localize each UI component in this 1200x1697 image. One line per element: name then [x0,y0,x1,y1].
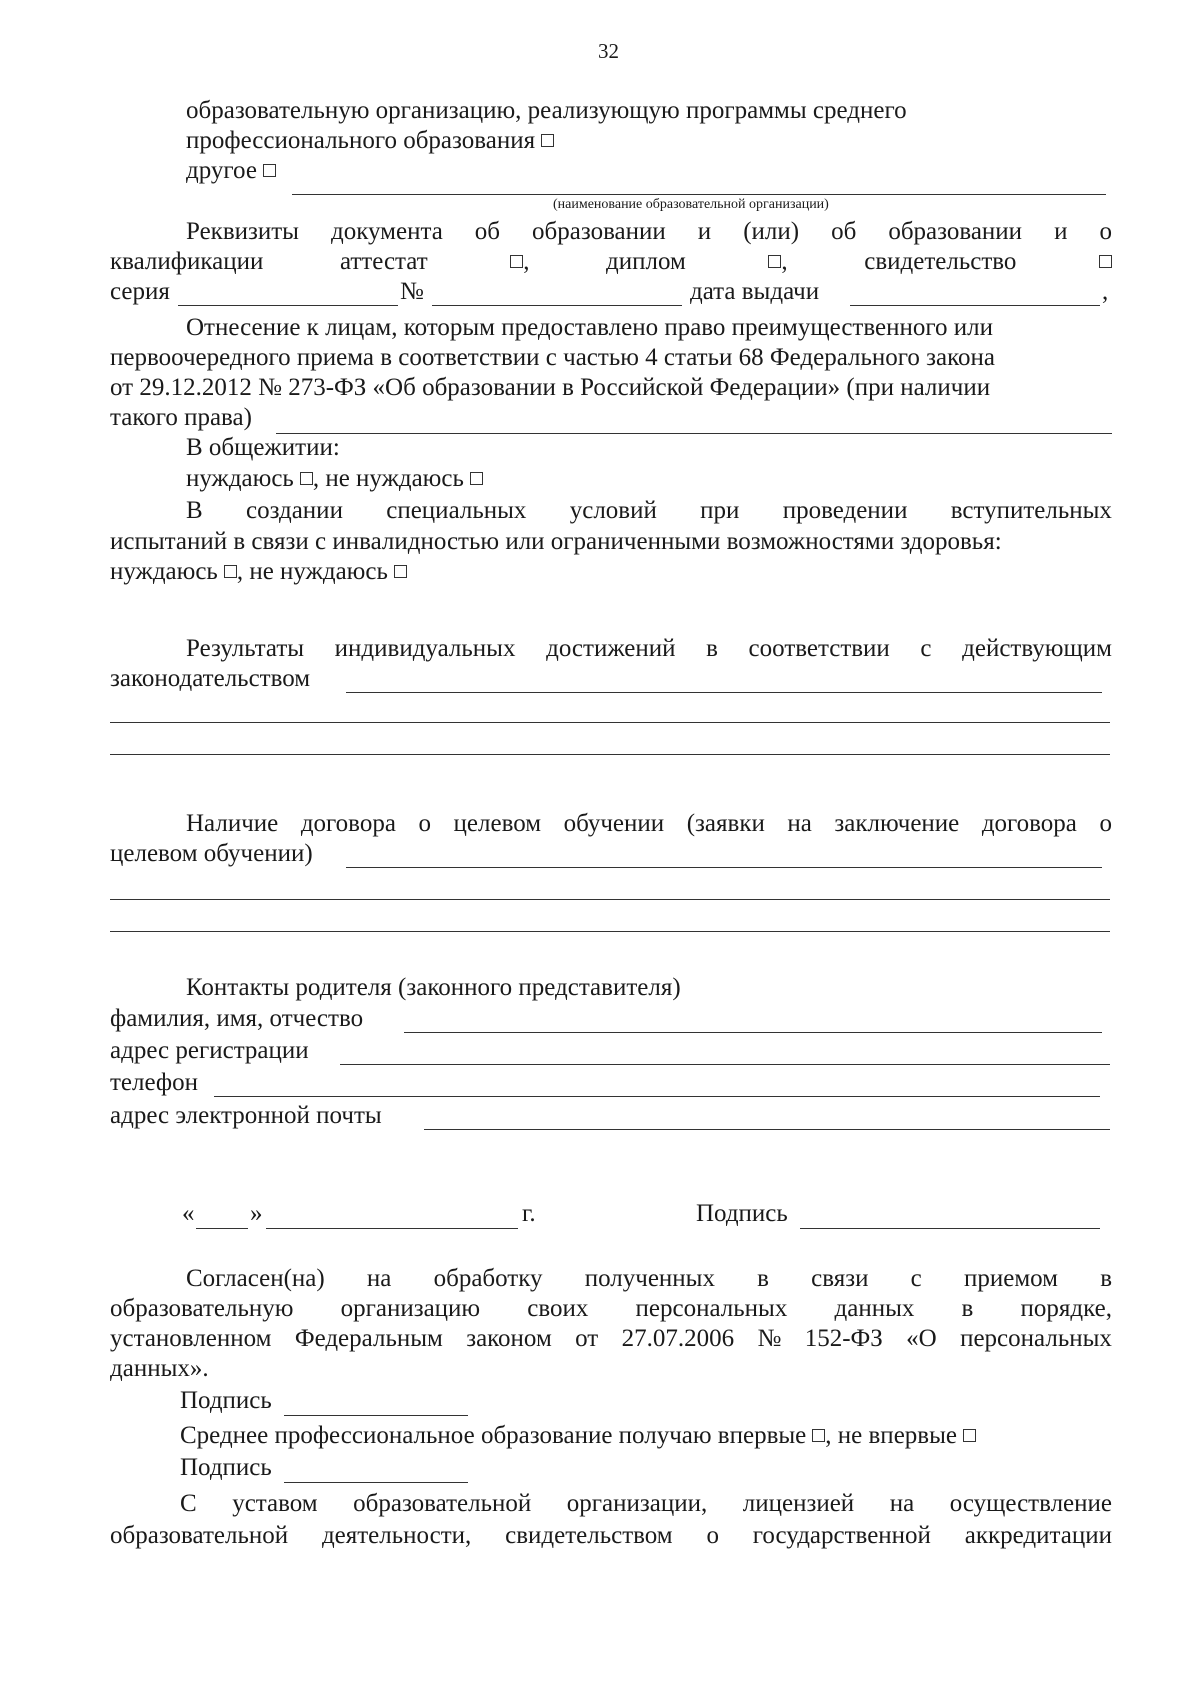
word: персональных [635,1295,788,1322]
word: специальных [386,497,527,524]
diploma-label: диплом [606,248,686,275]
achievements-line-2: законодательством [110,665,311,692]
word: образовании [888,218,1023,245]
word: своих [527,1295,589,1322]
word: вступительных [950,497,1112,524]
word: в [757,1265,769,1292]
consent-line-4: данных». [110,1355,209,1382]
attestat-checkbox-wrap: , [504,247,529,277]
other-label-line [186,156,276,186]
priority-line-2: первоочередного приема в соответствии с частью 4 статьи 68 Федерального закона [110,344,995,371]
word: создании [245,497,343,524]
word: обработку [433,1265,543,1292]
first-time-checkbox[interactable] [812,1429,825,1442]
word: (заявки [686,810,765,837]
word: аккредитации [964,1522,1112,1549]
word: с [910,1265,922,1292]
parent-email-field[interactable] [424,1129,1110,1130]
word: в [1100,1265,1112,1292]
word: деятельности, [321,1522,472,1549]
dormitory-title: В общежитии: [186,434,340,461]
word: образовательную [110,1295,294,1322]
not-first-time-label: не впервые [837,1422,957,1449]
parent-email-label: адрес электронной почты [110,1102,382,1129]
word: «О [906,1325,937,1352]
word: на [366,1265,392,1292]
series-label: серия [110,278,170,305]
certificate-checkbox[interactable] [1099,255,1112,268]
word: с [920,635,932,662]
signature-label: Подпись [696,1200,788,1227]
special-conditions-options: нуждаюсь , не нуждаюсь [110,557,407,587]
word: свидетельством [505,1522,673,1549]
not-first-time-checkbox[interactable] [963,1429,976,1442]
word: об [831,218,857,245]
doc-requisites-line-1 [186,217,1112,247]
special-no-need-checkbox[interactable] [394,565,407,578]
org-name-caption: (наименование образовательной организации) [553,197,829,212]
date-close-quote: » [250,1200,263,1227]
other-checkbox[interactable] [263,164,276,177]
date-month-year-field[interactable] [266,1228,518,1229]
word: и [1054,218,1068,245]
target-training-field-3[interactable] [110,931,1110,932]
charter-line-1 [180,1489,1112,1519]
word: установленном [110,1325,272,1352]
diploma-option [606,247,686,277]
series-field[interactable] [178,305,398,306]
word: 152-ФЗ [804,1325,883,1352]
diploma-checkbox[interactable] [768,255,781,268]
special-need-checkbox[interactable] [224,565,237,578]
first-time-signature-field[interactable] [284,1482,468,1483]
word: Реквизиты [186,218,299,245]
word: организации, [566,1490,708,1517]
word: Наличие [186,810,279,837]
certificate-option [864,247,1016,277]
edu-org-spo-label: профессионального образования [186,127,536,154]
priority-line-4: такого права) [110,404,252,431]
doc-type-line [110,247,1112,277]
signature-field[interactable] [800,1228,1100,1229]
word: индивидуальных [334,635,516,662]
date-open-quote: « [182,1200,195,1227]
word: законом [466,1325,552,1352]
priority-field[interactable] [276,433,1112,434]
word: соответствии [748,635,890,662]
special-conditions-line-2: испытаний в связи с инвалидностью или ограниченными возможностями здоровья: [110,528,1002,555]
certificate-checkbox-wrap [1093,247,1112,277]
number-field[interactable] [432,305,682,306]
word: о [1099,218,1112,245]
consent-signature-field[interactable] [284,1415,468,1416]
parent-full-name-label: фамилия, имя, отчество [110,1005,364,1032]
priority-line-3: от 29.12.2012 № 273-ФЗ «Об образовании в Российской Федерации» (при наличии [110,374,991,401]
edu-org-line-1: образовательную организацию, реализующую программы среднего [186,97,907,124]
word: достижений [546,635,676,662]
comma: , [1102,278,1109,305]
page-number: 32 [598,39,619,63]
word: в [706,635,718,662]
target-training-line-2: целевом обучении) [110,840,313,867]
diploma-checkbox-wrap: , [762,247,787,277]
dorm-need-checkbox[interactable] [300,472,313,485]
dorm-no-need-checkbox[interactable] [470,472,483,485]
special-no-need-label: не нуждаюсь [249,558,388,585]
word: Результаты [186,635,305,662]
dormitory-options: нуждаюсь , не нуждаюсь [186,464,483,494]
parent-address-label: адрес регистрации [110,1037,309,1064]
attestat-option [340,247,428,277]
word: образовании [532,218,666,245]
word: договора [300,810,396,837]
word: порядке, [1020,1295,1112,1322]
word: договора [981,810,1077,837]
parent-full-name-field[interactable] [404,1032,1102,1033]
target-training-line-1 [186,809,1112,839]
word: организацию [340,1295,481,1322]
word: о [1099,810,1112,837]
certificate-label: свидетельство [864,248,1017,275]
consent-line-2 [110,1294,1112,1324]
word: проведении [782,497,908,524]
parent-contacts-title: Контакты родителя (законного представителя) [186,974,681,1001]
word: Федеральным [294,1325,443,1352]
other-org-name-field[interactable] [292,194,1106,195]
word: в [961,1295,974,1322]
issue-date-field[interactable] [850,305,1100,306]
parent-address-field[interactable] [340,1064,1110,1065]
word: данных [834,1295,915,1322]
word: (или) [743,218,800,245]
special-conditions-line-1 [186,496,1112,526]
parent-phone-field[interactable] [214,1096,1100,1097]
word: заключение [834,810,960,837]
consent-line-1 [186,1264,1112,1294]
first-time-line: Среднее профессиональное образование получаю впервые , не впервые [180,1421,976,1451]
attestat-checkbox[interactable] [510,255,523,268]
dorm-no-need-label: не нуждаюсь [325,465,464,492]
number-label: № [400,278,424,305]
word: связи [811,1265,869,1292]
word: на [787,810,812,837]
consent-signature-label: Подпись [180,1387,272,1414]
consent-line-3 [110,1324,1112,1354]
issue-date-label: дата выдачи [690,278,820,305]
special-need-label: нуждаюсь [110,558,218,585]
other-label: другое [186,157,257,184]
dorm-need-label: нуждаюсь [186,465,294,492]
word: С [180,1490,197,1517]
word: уставом [232,1490,318,1517]
qualification-word: квалификации [110,248,264,275]
edu-org-line-2 [186,126,554,156]
word: № [757,1325,782,1352]
achievements-field-3[interactable] [110,754,1110,755]
word: В [186,497,203,524]
word: образовательной [353,1490,532,1517]
word: 27.07.2006 [621,1325,735,1352]
target-training-field-2[interactable] [110,899,1110,900]
target-training-field-1[interactable] [346,867,1102,868]
charter-line-2 [110,1521,1112,1551]
word: об [474,218,501,245]
achievements-field-2[interactable] [110,722,1110,723]
word: действующим [962,635,1112,662]
word: условий [569,497,657,524]
date-day-field[interactable] [196,1228,248,1229]
achievements-field-1[interactable] [346,692,1102,693]
word: образовательной [110,1522,289,1549]
word: Согласен(на) [186,1265,325,1292]
word: осуществление [949,1490,1112,1517]
word: документа [330,218,443,245]
word: приемом [963,1265,1058,1292]
word: и [697,218,712,245]
word: о [706,1522,719,1549]
word: лицензией [742,1490,855,1517]
priority-line-1: Отнесение к лицам, которым предоставлено право преимущественного или [186,314,993,341]
word: персональных [960,1325,1112,1352]
year-suffix: г. [522,1200,536,1227]
word: целевом [453,810,542,837]
first-time-signature-label: Подпись [180,1454,272,1481]
word: государственной [752,1522,931,1549]
word: при [700,497,740,524]
attestat-label: аттестат [339,248,428,275]
word: обучении [563,810,665,837]
achievements-line-1 [186,634,1112,664]
spo-checkbox[interactable] [541,134,554,147]
word: о [418,810,431,837]
word: от [575,1325,599,1352]
parent-phone-label: телефон [110,1069,198,1096]
first-time-label: Среднее профессиональное образование получаю впервые [180,1422,807,1449]
word: на [889,1490,915,1517]
word: полученных [584,1265,715,1292]
